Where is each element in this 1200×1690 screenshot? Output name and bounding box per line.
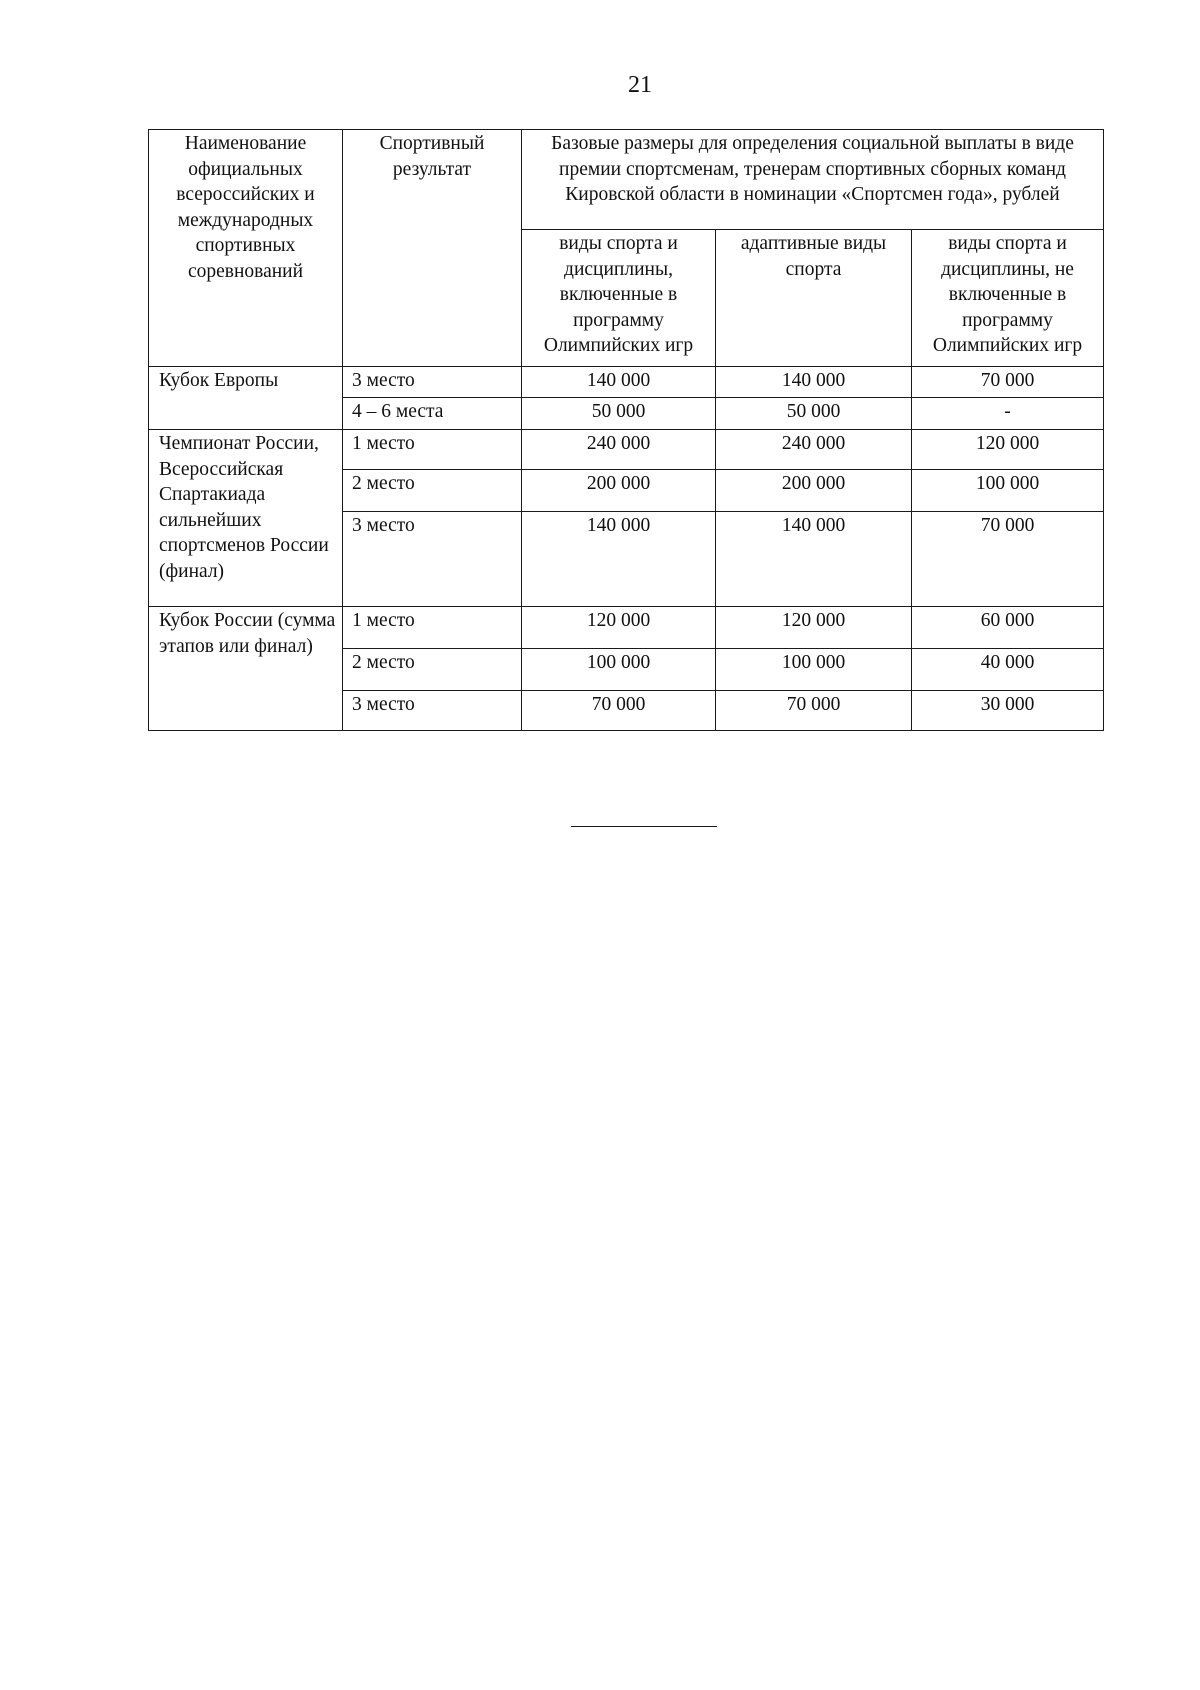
result-cell: 2 место: [343, 649, 522, 691]
adaptive-amount: 100 000: [716, 649, 912, 691]
non-olympic-amount: 70 000: [912, 367, 1104, 398]
table-row: [149, 607, 1104, 649]
header-adaptive-sports: адаптивные виды спорта: [716, 230, 912, 367]
non-olympic-amount: 100 000: [912, 470, 1104, 512]
non-olympic-amount: 40 000: [912, 649, 1104, 691]
result-cell: 4 – 6 места: [343, 398, 522, 430]
adaptive-amount: 50 000: [716, 398, 912, 430]
competition-name: Кубок России (сумма этапов или финал): [149, 607, 343, 731]
result-cell: 3 место: [343, 691, 522, 731]
header-olympic-sports: виды спорта и дисциплины, включенные в программу Олимпийских игр: [522, 230, 716, 367]
olympic-amount: 240 000: [522, 430, 716, 470]
header-competition: Наименование официальных всероссийских и международных спортивных соревнований: [149, 130, 343, 367]
awards-table: [148, 129, 1104, 731]
olympic-amount: 140 000: [522, 367, 716, 398]
non-olympic-amount: 30 000: [912, 691, 1104, 731]
olympic-amount: 70 000: [522, 691, 716, 731]
table-row: [149, 430, 1104, 470]
competition-name: Чемпионат России, Всероссийская Спартакиада сильнейших спортсменов России (финал): [149, 430, 343, 607]
result-cell: 3 место: [343, 367, 522, 398]
end-divider: [571, 826, 717, 827]
table-row: [149, 367, 1104, 398]
header-base-amounts: Базовые размеры для определения социальной выплаты в виде премии спортсменам, тренерам спортивных сборных команд Кировской области в номинации «Спортсмен года», рублей: [522, 130, 1104, 230]
olympic-amount: 50 000: [522, 398, 716, 430]
olympic-amount: 140 000: [522, 512, 716, 607]
adaptive-amount: 140 000: [716, 367, 912, 398]
result-cell: 1 место: [343, 607, 522, 649]
result-cell: 3 место: [343, 512, 522, 607]
header-result: Спортивный результат: [343, 130, 522, 367]
olympic-amount: 200 000: [522, 470, 716, 512]
result-cell: 1 место: [343, 430, 522, 470]
page-number: 21: [628, 72, 652, 98]
adaptive-amount: 240 000: [716, 430, 912, 470]
non-olympic-amount: 70 000: [912, 512, 1104, 607]
competition-name: Кубок Европы: [149, 367, 343, 430]
adaptive-amount: 120 000: [716, 607, 912, 649]
adaptive-amount: 140 000: [716, 512, 912, 607]
adaptive-amount: 200 000: [716, 470, 912, 512]
olympic-amount: 120 000: [522, 607, 716, 649]
result-cell: 2 место: [343, 470, 522, 512]
header-non-olympic-sports: виды спорта и дисциплины, не включенные в программу Олимпийских игр: [912, 230, 1104, 367]
non-olympic-amount: -: [912, 398, 1104, 430]
non-olympic-amount: 60 000: [912, 607, 1104, 649]
adaptive-amount: 70 000: [716, 691, 912, 731]
olympic-amount: 100 000: [522, 649, 716, 691]
non-olympic-amount: 120 000: [912, 430, 1104, 470]
